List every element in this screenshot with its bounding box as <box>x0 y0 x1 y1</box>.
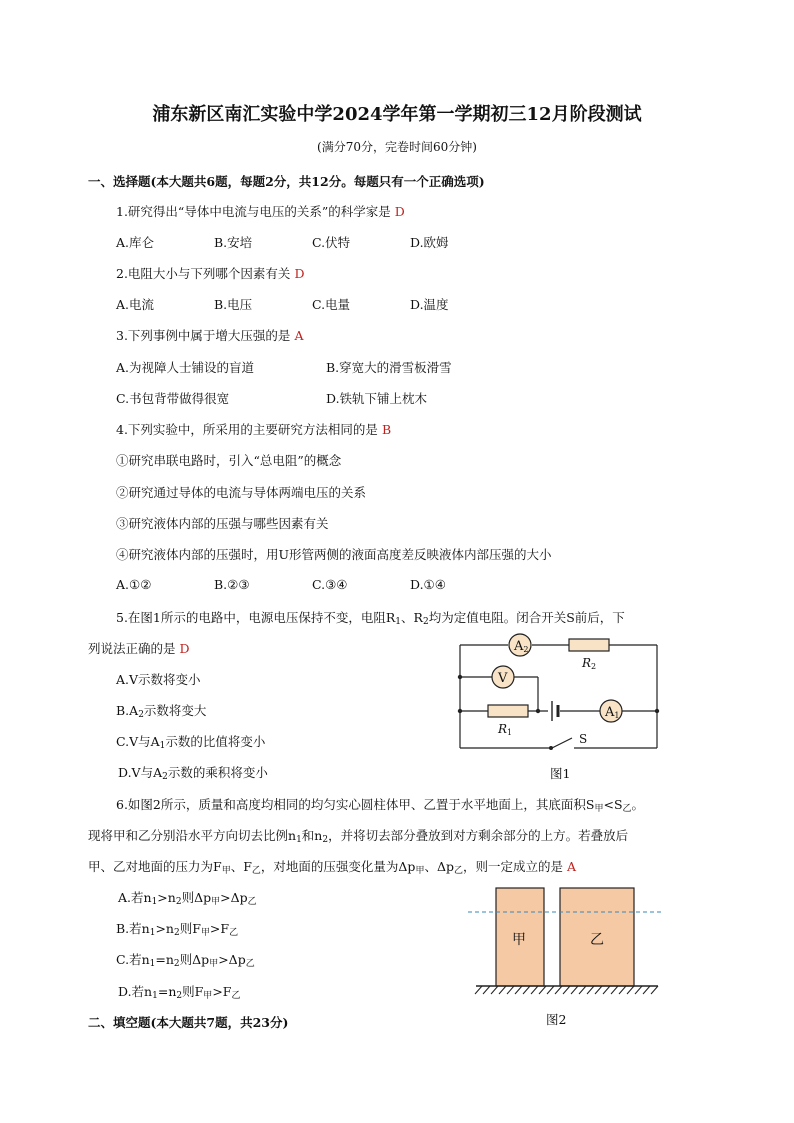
hatch-stroke <box>515 986 522 994</box>
switch-contact <box>549 746 553 750</box>
page-subtitle: (满分70分，完卷时间60分钟) <box>317 140 477 154</box>
hatch-stroke <box>611 986 618 994</box>
question-1-option-b: B.安培 <box>214 235 253 250</box>
question-4-stem: 4.下列实验中，所采用的主要研究方法相同的是 <box>116 422 378 437</box>
question-4-option-c: C.③④ <box>312 577 348 592</box>
hatch-stroke <box>587 986 594 994</box>
section-heading-fill: 二、填空题(本大题共7题，共23分) <box>88 1015 289 1030</box>
question-4-item-1: ①研究串联电路时，引入“总电阻”的概念 <box>116 453 342 468</box>
question-6-option-c: C.若$n_1=n_2$则$\Delta p_甲>\Delta p_乙$ <box>116 952 255 969</box>
question-6-line1: 6.如图2所示，质量和高度均相同的均匀实心圆柱体甲、乙置于水平地面上，其底面积$S_甲<S_乙$。 <box>116 797 645 814</box>
question-4-option-d: D.①④ <box>410 577 446 592</box>
question-2-option-d: D.温度 <box>410 297 449 312</box>
question-3-option-c: C.书包背带做得很宽 <box>116 391 230 406</box>
figure-1-circuit <box>450 630 670 755</box>
r1-label: R1 <box>498 722 513 737</box>
hatch-stroke <box>579 986 586 994</box>
page-title: 浦东新区南汇实验中学2024学年第一学期初三12月阶段测试 <box>152 104 642 125</box>
hatch-stroke <box>539 986 546 994</box>
hatch-stroke <box>555 986 562 994</box>
question-3-answer: A <box>294 328 304 343</box>
voltmeter-label: V <box>498 671 508 686</box>
question-1 <box>116 202 405 220</box>
question-4-item-2: ②研究通过导体的电流与导体两端电压的关系 <box>116 485 367 500</box>
question-4-item-4: ④研究液体内部的压强时，用U形管两侧的液面高度差反映液体内部压强的大小 <box>116 547 552 562</box>
question-2-option-a: A.电流 <box>116 297 155 312</box>
question-4 <box>116 420 391 438</box>
question-5-stem-line1: 5.在图1所示的电路中，电源电压保持不变，电阻$R_1$、$R_2$均为定值电阻。闭合开关S前后，下 <box>116 610 625 627</box>
question-3-option-b: B.穿宽大的滑雪板滑雪 <box>326 360 452 375</box>
hatch-stroke <box>595 986 602 994</box>
question-5-option-d: D.V与$A_2$示数的乘积将变小 <box>118 765 268 782</box>
question-5-option-c: C.V与$A_1$示数的比值将变小 <box>116 734 266 751</box>
question-1-stem: 1.研究得出“导体中电流与电压的关系”的科学家是 <box>116 204 391 219</box>
question-2 <box>116 264 304 282</box>
junction-dot <box>458 675 462 679</box>
question-6-option-a: A.若$n_1>n_2$则$\Delta p_甲>\Delta p_乙$ <box>118 890 257 907</box>
question-4-option-b: B.②③ <box>214 577 250 592</box>
hatch-stroke <box>563 986 570 994</box>
question-3 <box>116 326 303 344</box>
question-5-stem-line2: 列说法正确的是 D <box>88 641 190 656</box>
hatch-stroke <box>571 986 578 994</box>
junction-dot <box>655 709 659 713</box>
ammeter-a1-label: A1 <box>605 705 620 720</box>
junction-dot <box>536 709 540 713</box>
question-5-option-a: A.V示数将变小 <box>116 672 201 687</box>
question-1-answer: D <box>394 204 405 219</box>
question-2-option-c: C.电量 <box>312 297 351 312</box>
hatch-stroke <box>651 986 658 994</box>
switch-blade <box>552 738 572 748</box>
question-5-answer: D <box>179 641 190 656</box>
hatch-stroke <box>523 986 530 994</box>
question-6-line2: 现将甲和乙分别沿水平方向切去比例$n_1$和$n_2$，并将切去部分叠放到对方剩余部分的上方。若叠放后 <box>88 828 629 845</box>
resistor-r1 <box>488 705 528 717</box>
switch-label: S <box>579 732 588 746</box>
hatch-stroke <box>483 986 490 994</box>
figure-1-caption: 图1 <box>550 766 571 781</box>
hatch-stroke <box>635 986 642 994</box>
hatch-stroke <box>507 986 514 994</box>
question-4-option-a: A.①② <box>116 577 152 592</box>
question-2-stem: 2.电阻大小与下列哪个因素有关 <box>116 266 291 281</box>
question-3-option-a: A.为视障人士铺设的盲道 <box>116 360 255 375</box>
question-2-option-b: B.电压 <box>214 297 253 312</box>
question-4-answer: B <box>381 422 392 437</box>
question-4-item-3: ③研究液体内部的压强与哪些因素有关 <box>116 516 329 531</box>
question-6-line3: 甲、乙对地面的压力为$F_甲$、$F_乙$，对地面的压强变化量为$\Delta p_甲$、$\Delta p_乙$，则一定成立的是 A <box>88 859 577 876</box>
question-6-answer: A <box>567 859 577 874</box>
cylinder-jia-label: 甲 <box>512 932 526 948</box>
question-5-option-b: $B.A_2$示数将变大 <box>116 703 207 720</box>
circuit-diagram <box>450 630 670 755</box>
question-6-option-d: D.若$n_1=n_2$则$F_甲>F_乙$ <box>118 984 241 1001</box>
hatch-stroke <box>547 986 554 994</box>
resistor-r2 <box>569 639 609 651</box>
hatch-stroke <box>491 986 498 994</box>
figure-2-caption: 图2 <box>546 1012 567 1027</box>
hatch-stroke <box>627 986 634 994</box>
question-3-stem: 3.下列事例中属于增大压强的是 <box>116 328 291 343</box>
hatch-stroke <box>499 986 506 994</box>
cylinder-yi-label: 乙 <box>590 932 604 948</box>
junction-dot <box>458 709 462 713</box>
figure-2-cylinders <box>468 882 668 1002</box>
question-1-option-d: D.欧姆 <box>410 235 449 250</box>
cylinders-diagram <box>468 882 668 1002</box>
question-3-option-d: D.铁轨下铺上枕木 <box>326 391 428 406</box>
hatch-stroke <box>475 986 482 994</box>
ammeter-a2-label: A2 <box>514 639 529 654</box>
section-heading-choice: 一、选择题(本大题共6题，每题2分，共12分。每题只有一个正确选项) <box>88 174 485 189</box>
hatch-stroke <box>619 986 626 994</box>
ground-hatching <box>475 986 658 994</box>
question-6-option-b: B.若$n_1>n_2$则$F_甲>F_乙$ <box>116 921 239 938</box>
question-1-option-c: C.伏特 <box>312 235 351 250</box>
hatch-stroke <box>531 986 538 994</box>
hatch-stroke <box>643 986 650 994</box>
hatch-stroke <box>603 986 610 994</box>
question-2-answer: D <box>294 266 305 281</box>
r2-label: R2 <box>582 656 597 671</box>
question-1-option-a: A.库仑 <box>116 235 155 250</box>
